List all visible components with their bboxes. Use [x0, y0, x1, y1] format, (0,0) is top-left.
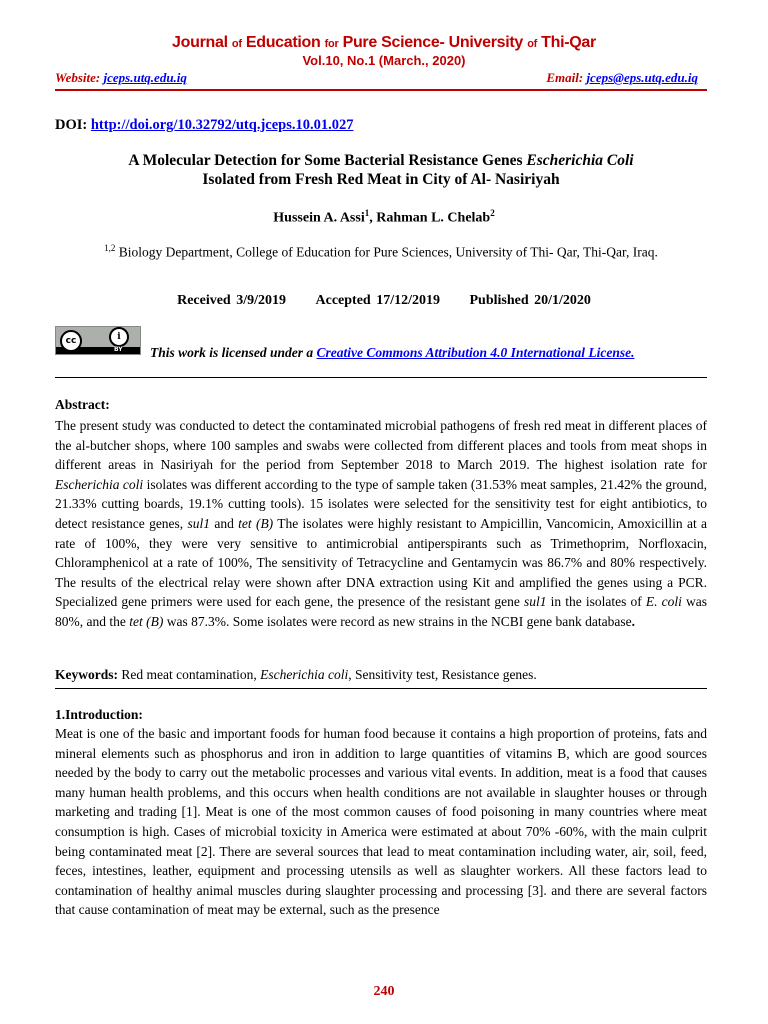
- license-statement: [55, 344, 707, 361]
- website-label: Website:: [55, 70, 101, 85]
- affiliation-text: Biology Department, College of Education for Pure Sciences, University of Thi- Qar, Thi-Qar, Iraq.: [118, 244, 658, 260]
- publication-dates: [0, 293, 768, 309]
- email: [546, 70, 698, 86]
- author-affil-mark: 2: [490, 208, 495, 218]
- title-line1-organism: Escherichia Coli: [526, 152, 634, 169]
- journal-title-part: Pure Science- University: [342, 34, 524, 51]
- header-divider: [55, 89, 707, 91]
- abstract-italic: tet (B): [129, 613, 164, 629]
- abstract-text: isolates was different according to the type of sample taken (31.53% meat samples, 21.42% the ground, 21.33% cutting boards, 19.1% cutting tools). 15 isolates were selected for the sensitivity test for eight antibiotics, to detect resistance genes,: [55, 476, 707, 531]
- by-label: BY: [114, 346, 123, 353]
- abstract-text: and: [214, 515, 234, 531]
- doi-link[interactable]: http://doi.org/10.32792/utq.jceps.10.01.027: [90, 117, 354, 133]
- published-date: Published 20/1/2020: [469, 293, 591, 308]
- abstract-text: in the isolates of: [550, 594, 642, 610]
- abstract-italic: sul1: [187, 515, 211, 531]
- abstract-italic: Escherichia coli: [55, 476, 144, 492]
- creative-commons-icon: cc: [60, 330, 82, 352]
- keywords-text: , Sensitivity test, Resistance genes.: [348, 667, 537, 682]
- introduction-heading: 1.Introduction:: [55, 707, 143, 722]
- license-link[interactable]: Creative Commons Attribution 4.0 International License.: [316, 345, 635, 360]
- journal-title-part: of: [527, 38, 537, 50]
- received-date: Received 3/9/2019: [177, 293, 286, 308]
- abstract-heading: Abstract:: [55, 397, 110, 412]
- keywords-italic: Escherichia coli: [260, 667, 349, 682]
- email-label: Email:: [546, 70, 584, 85]
- abstract-body: [55, 416, 707, 632]
- journal-title-part: Thi-Qar: [541, 34, 596, 51]
- license-text: This work is licensed under a: [150, 345, 314, 360]
- keywords-text: Red meat contamination,: [121, 667, 257, 682]
- journal-title: [0, 34, 768, 52]
- attribution-icon: i: [109, 327, 129, 347]
- journal-contact-line: [55, 70, 698, 86]
- keywords-label: Keywords:: [55, 667, 118, 682]
- journal-volume: Vol.10, No.1 (March., 2020): [302, 53, 466, 68]
- affiliation-mark: 1,2: [104, 243, 116, 253]
- journal-title-part: Education: [245, 34, 321, 51]
- authors: Hussein A. Assi$^1$, Rahman L. Chelab$^2$: [273, 208, 495, 226]
- page-number: 240: [373, 984, 395, 999]
- journal-title-part: for: [324, 38, 339, 50]
- affiliation: [55, 243, 707, 261]
- abstract-italic: tet (B): [238, 515, 274, 531]
- keywords-divider: [55, 688, 707, 689]
- journal-title-part: of: [231, 38, 242, 50]
- abstract-text: .: [631, 613, 635, 629]
- website-link[interactable]: jceps.utq.edu.iq: [103, 70, 187, 85]
- accepted-date: Accepted 17/12/2019: [315, 293, 440, 308]
- journal-title-part: Journal: [172, 34, 228, 51]
- abstract-text: The isolates were highly resistant to Ampicillin, Vancomicin, Amoxicillin at a rate of 100%, they were very sensitive to antimicrobial antiperspirants such as Trimethoprim, Norfloxacin, Chloramphenicol at a rate of 100%, The sensitivity of Tetracycline and Gentamycin was 86.7% and 80% respectively. The results of the electrical relay were shown after DNA extraction using Kit and amplified the genes using a PCR. Specialized gene primers were used for each gene, the presence of the resistant gene: [55, 515, 708, 610]
- introduction-body: Meat is one of the basic and important foods for human food because it contains a high proportion of proteins, fats and mineral elements such as phosphorus and iron in addition to large quantities of vitamins B, which are good sources needed by the body to carry out the metabolic processes and various vital events. In addition, meat is a food that causes many human health problems, and this occurs when health conditions are not available in slaughter houses or through marketing and trading [1]. Meat is one of the most common causes of food poisoning in many countries where meat consumption is high. Cases of microbial toxicity in America were estimated at about 70% -60%, with the main culprit being contaminated meat [2]. There are several sources that lead to meat contamination including water, air, soil, feed, feces, intestines, leather, equipment and processing utensils as well as slaughter workers. All these factors lead to contamination of healthy animal muscles during slaughter processing and processing [3]. and there are several factors that cause contamination of meat may be external, such as the presence: [55, 726, 707, 918]
- abstract-text: The present study was conducted to detect the contaminated microbial pathogens of fresh red meat in different places of the al-butcher shops, where 100 samples and swabs were collected from different places and tools from meat shops in different areas in Nasiriyah for the period from September 2018 to March 2019. The highest isolation rate for: [55, 418, 707, 473]
- abstract-italic: E. coli: [645, 594, 682, 610]
- doi-label: DOI:: [55, 117, 88, 133]
- title-line2: Isolated from Fresh Red Meat in City of Al- Nasiriyah: [202, 171, 560, 188]
- website: [55, 70, 187, 86]
- keywords: [55, 667, 707, 683]
- abstract-text: was 80%, and the: [55, 594, 708, 629]
- title-line1-text: A Molecular Detection for Some Bacterial Resistance Genes: [128, 152, 523, 169]
- abstract-italic: sul1: [523, 594, 547, 610]
- license-divider: [55, 377, 707, 378]
- abstract-text: was 87.3%. Some isolates were record as new strains in the NCBI gene bank database: [166, 613, 632, 629]
- author-name: Hussein A. Assi: [273, 210, 365, 226]
- doi: [55, 117, 353, 134]
- author-name: Rahman L. Chelab: [376, 210, 491, 226]
- paper-title: [55, 151, 707, 189]
- author-affil-mark: 1: [364, 208, 370, 218]
- email-link[interactable]: jceps@eps.utq.edu.iq: [586, 70, 698, 85]
